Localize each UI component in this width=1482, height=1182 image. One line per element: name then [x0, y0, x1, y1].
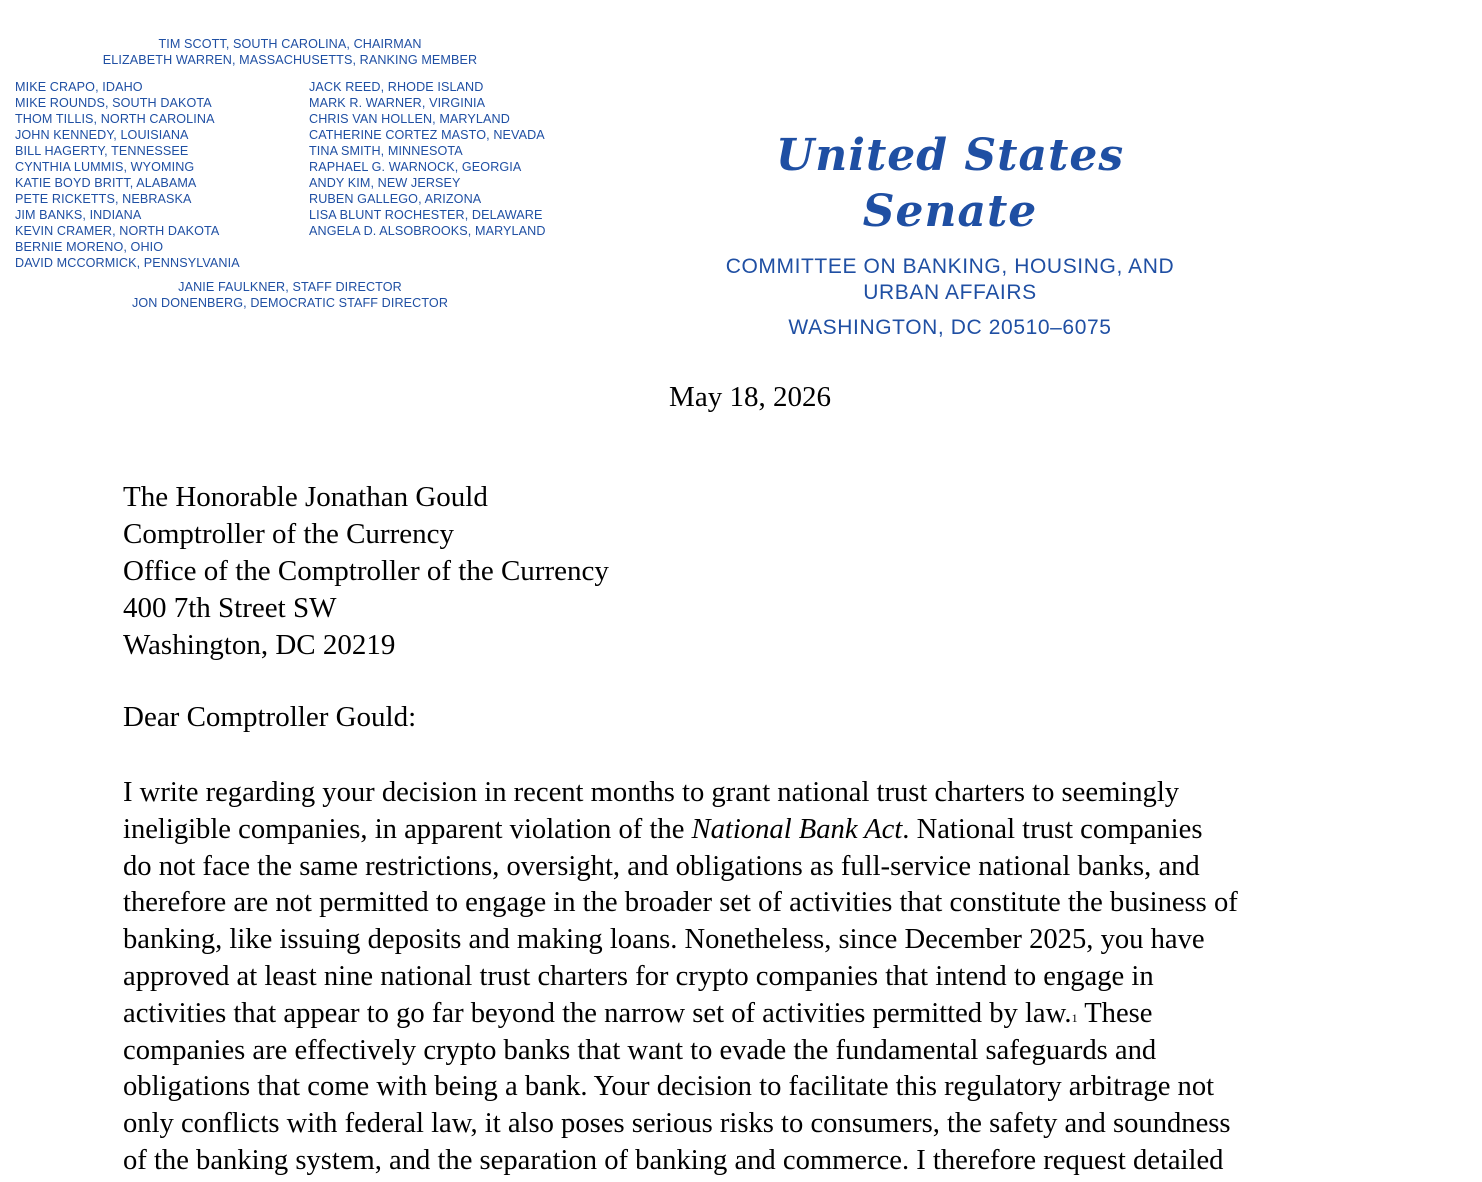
- committee-name-line-2: URBAN AFFAIRS: [863, 281, 1037, 304]
- letterhead-members: [0, 0, 600, 320]
- member-name: JOHN KENNEDY, LOUISIANA: [15, 128, 189, 142]
- body-line: [123, 812, 1423, 849]
- senate-wordmark: United States Senate: [775, 130, 1125, 237]
- body-line: obligations that come with being a bank. Your decision to facilitate this regulatory arbitrage not: [123, 1071, 1215, 1103]
- member-name: THOM TILLIS, NORTH CAROLINA: [15, 112, 215, 126]
- member-name: MARK R. WARNER, VIRGINIA: [309, 96, 486, 110]
- member-name: KATIE BOYD BRITT, ALABAMA: [15, 176, 197, 190]
- member-name: JACK REED, RHODE ISLAND: [309, 80, 484, 94]
- member-name: DAVID MCCORMICK, PENNSYLVANIA: [15, 256, 240, 270]
- member-name: RAPHAEL G. WARNOCK, GEORGIA: [309, 160, 522, 174]
- committee-leadership: [0, 36, 580, 68]
- member-name: KEVIN CRAMER, NORTH DAKOTA: [15, 224, 220, 238]
- body-text-span: activities that appear to go far beyond the narrow set of activities permitted by law.: [123, 997, 1072, 1029]
- body-line: do not face the same restrictions, oversight, and obligations as full-service national banks, and: [123, 850, 1200, 882]
- recipient-line: 400 7th Street SW: [123, 592, 337, 624]
- body-line: [123, 996, 1423, 1033]
- body-text-span: These: [1077, 997, 1153, 1029]
- body-line: therefore are not permitted to engage in the broader set of activities that constitute the business of: [123, 887, 1238, 919]
- letter-date: May 18, 2026: [669, 381, 831, 413]
- recipient-line: The Honorable Jonathan Gould: [123, 481, 488, 513]
- member-name: ANDY KIM, NEW JERSEY: [309, 176, 461, 190]
- member-name: PETE RICKETTS, NEBRASKA: [15, 192, 192, 206]
- member-name: JIM BANKS, INDIANA: [15, 208, 142, 222]
- recipient-line: Office of the Comptroller of the Currency: [123, 555, 609, 587]
- democratic-staff-director-line: JON DONENBERG, DEMOCRATIC STAFF DIRECTOR: [131, 296, 449, 310]
- body-line: only conflicts with federal law, it also poses serious risks to consumers, the safety and soundness: [123, 1108, 1231, 1140]
- member-name: CATHERINE CORTEZ MASTO, NEVADA: [309, 128, 545, 142]
- body-line: approved at least nine national trust charters for crypto companies that intend to engage in: [123, 960, 1154, 992]
- committee-name: [700, 254, 1200, 306]
- body-text-span: . National trust companies: [902, 813, 1203, 845]
- ranking-member-line: ELIZABETH WARREN, MASSACHUSETTS, RANKING MEMBER: [102, 53, 478, 67]
- body-text-span: ineligible companies, in apparent violation of the: [123, 813, 692, 845]
- committee-name-line-1: COMMITTEE ON BANKING, HOUSING, AND: [725, 255, 1175, 278]
- footnote-marker[interactable]: 1: [1071, 1010, 1078, 1025]
- member-name: BILL HAGERTY, TENNESSEE: [15, 144, 189, 158]
- member-name: MIKE CRAPO, IDAHO: [15, 80, 143, 94]
- recipient-address-block: [123, 479, 609, 664]
- staff-director-line: JANIE FAULKNER, STAFF DIRECTOR: [178, 280, 402, 294]
- member-name: MIKE ROUNDS, SOUTH DAKOTA: [15, 96, 212, 110]
- body-line: banking, like issuing deposits and making loans. Nonetheless, since December 2025, you have: [123, 924, 1205, 956]
- member-name: RUBEN GALLEGO, ARIZONA: [309, 192, 482, 206]
- recipient-line: Comptroller of the Currency: [123, 518, 454, 550]
- letter-body-paragraph: [123, 775, 1423, 1180]
- member-name: LISA BLUNT ROCHESTER, DELAWARE: [309, 208, 543, 222]
- staff-directors: [0, 279, 580, 311]
- member-name: CHRIS VAN HOLLEN, MARYLAND: [309, 112, 510, 126]
- minority-members-list: [309, 79, 546, 239]
- body-line: of the banking system, and the separation of banking and commerce. I therefore request detailed: [123, 1144, 1224, 1176]
- body-line: I write regarding your decision in recent months to grant national trust charters to seemingly: [123, 777, 1180, 808]
- committee-address: WASHINGTON, DC 20510–6075: [788, 316, 1112, 339]
- member-name: TINA SMITH, MINNESOTA: [309, 144, 463, 158]
- recipient-line: Washington, DC 20219: [123, 629, 396, 661]
- body-line: companies are effectively crypto banks that want to evade the fundamental safeguards and: [123, 1034, 1157, 1066]
- member-name: BERNIE MORENO, OHIO: [15, 240, 164, 254]
- senate-letterhead: [700, 128, 1200, 340]
- salutation: Dear Comptroller Gould:: [123, 701, 417, 733]
- majority-members-list: [15, 79, 240, 271]
- member-name: ANGELA D. ALSOBROOKS, MARYLAND: [309, 224, 546, 238]
- chairman-line: TIM SCOTT, SOUTH CAROLINA, CHAIRMAN: [158, 37, 422, 51]
- act-title: National Bank Act: [691, 813, 903, 845]
- member-name: CYNTHIA LUMMIS, WYOMING: [15, 160, 195, 174]
